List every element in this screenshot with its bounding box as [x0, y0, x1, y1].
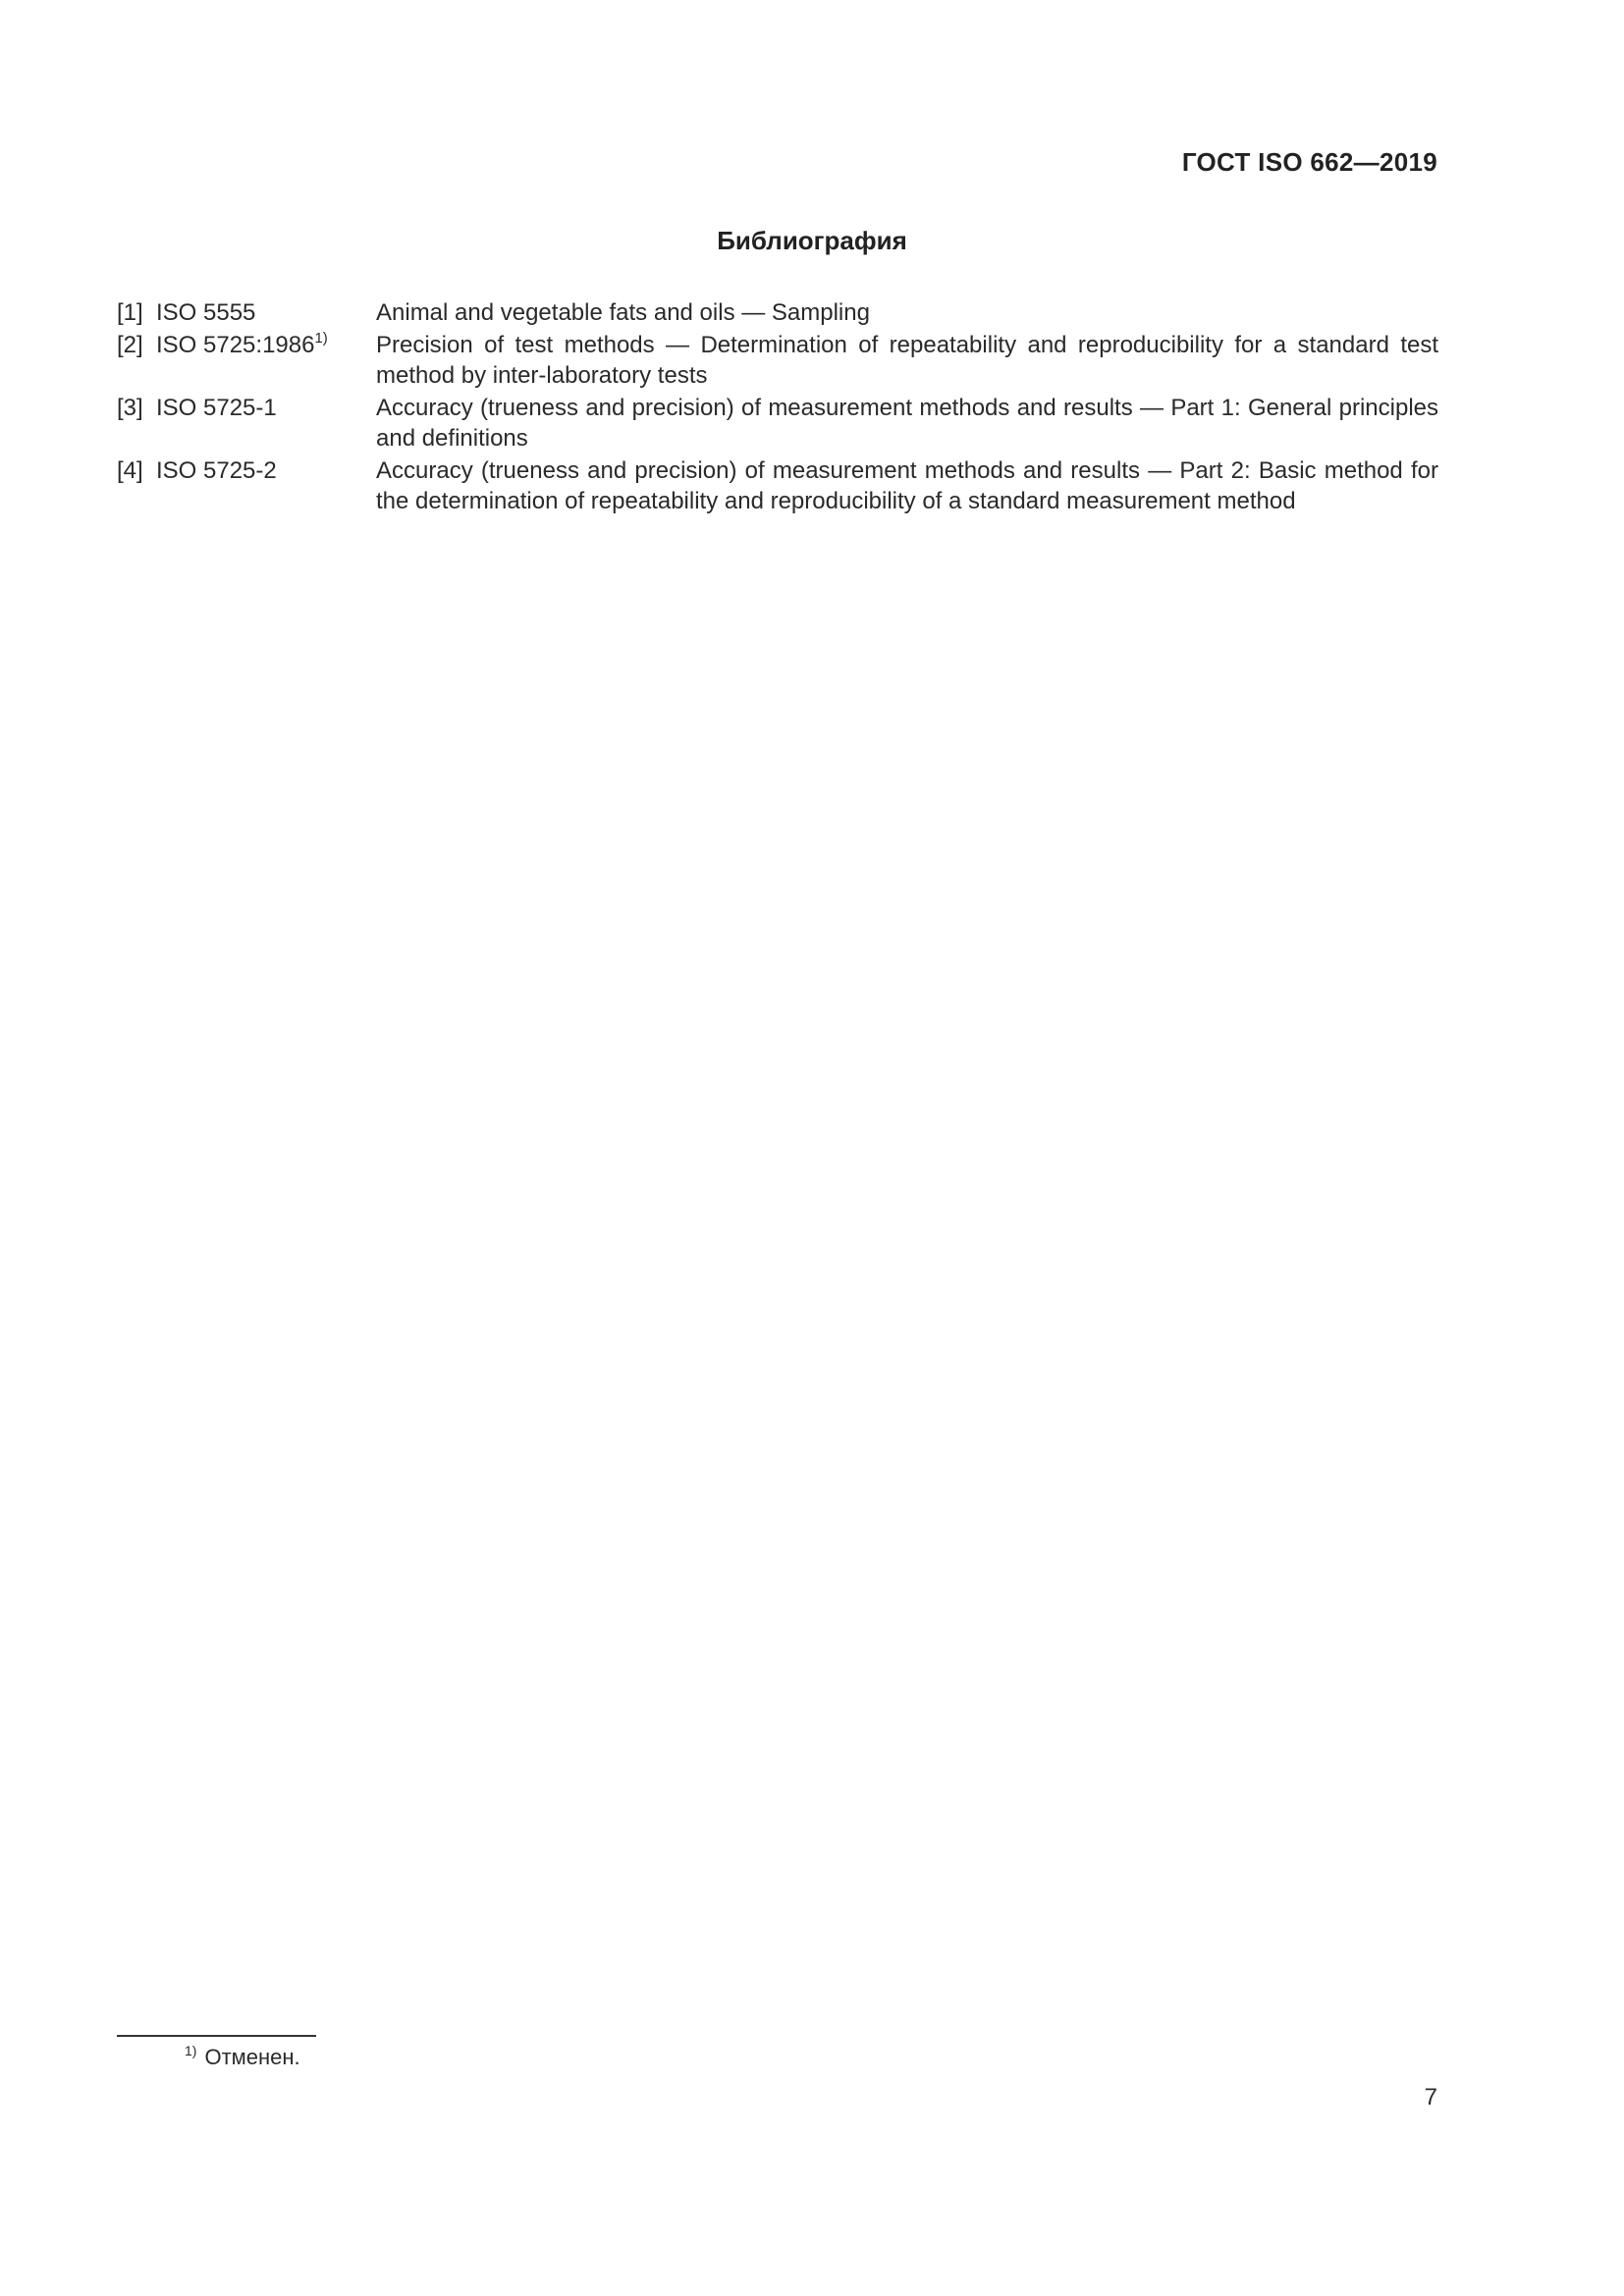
bibliography-entry — [117, 393, 1438, 454]
bibliography-entry — [117, 330, 1438, 391]
entry-reference — [156, 297, 376, 328]
document-id-header: ГОСТ ISO 662—2019 — [1181, 147, 1437, 177]
entry-reference — [156, 393, 376, 454]
entry-number: [3] — [117, 395, 143, 421]
section-title: Библиография — [717, 226, 907, 255]
page-number: 7 — [1424, 2084, 1437, 2110]
entry-number: [4] — [117, 457, 143, 484]
entry-title: Accuracy (trueness and precision) of measurement methods and results — Part 1: General principles and definitions — [376, 395, 1438, 452]
entry-footnote-mark: 1) — [314, 330, 328, 347]
entry-title: Precision of test methods — Determination of repeatability and reproducibility for a standard test method by inter-laboratory tests — [376, 332, 1438, 389]
bibliography-list — [117, 297, 1438, 518]
bibliography-entry — [117, 297, 1438, 328]
footnote — [185, 2045, 300, 2070]
entry-reference-code: ISO 5725-2 — [156, 457, 277, 484]
entry-number: [1] — [117, 299, 143, 326]
footnote-mark: 1) — [185, 2043, 197, 2058]
entry-reference — [156, 330, 376, 391]
entry-reference-code: ISO 5555 — [156, 299, 256, 326]
entry-reference — [156, 455, 376, 516]
footnote-text: Отменен. — [204, 2045, 300, 2069]
bibliography-entry — [117, 455, 1438, 516]
entry-number: [2] — [117, 332, 143, 358]
entry-title: Accuracy (trueness and precision) of measurement methods and results — Part 2: Basic method for the determination of repeatability and reproducibility of a standard measurement method — [376, 457, 1438, 514]
entry-reference-code: ISO 5725-1 — [156, 395, 277, 421]
entry-reference-code: ISO 5725:1986 — [156, 332, 315, 358]
footnote-divider — [117, 2035, 316, 2037]
entry-title: Animal and vegetable fats and oils — Sampling — [376, 299, 870, 326]
